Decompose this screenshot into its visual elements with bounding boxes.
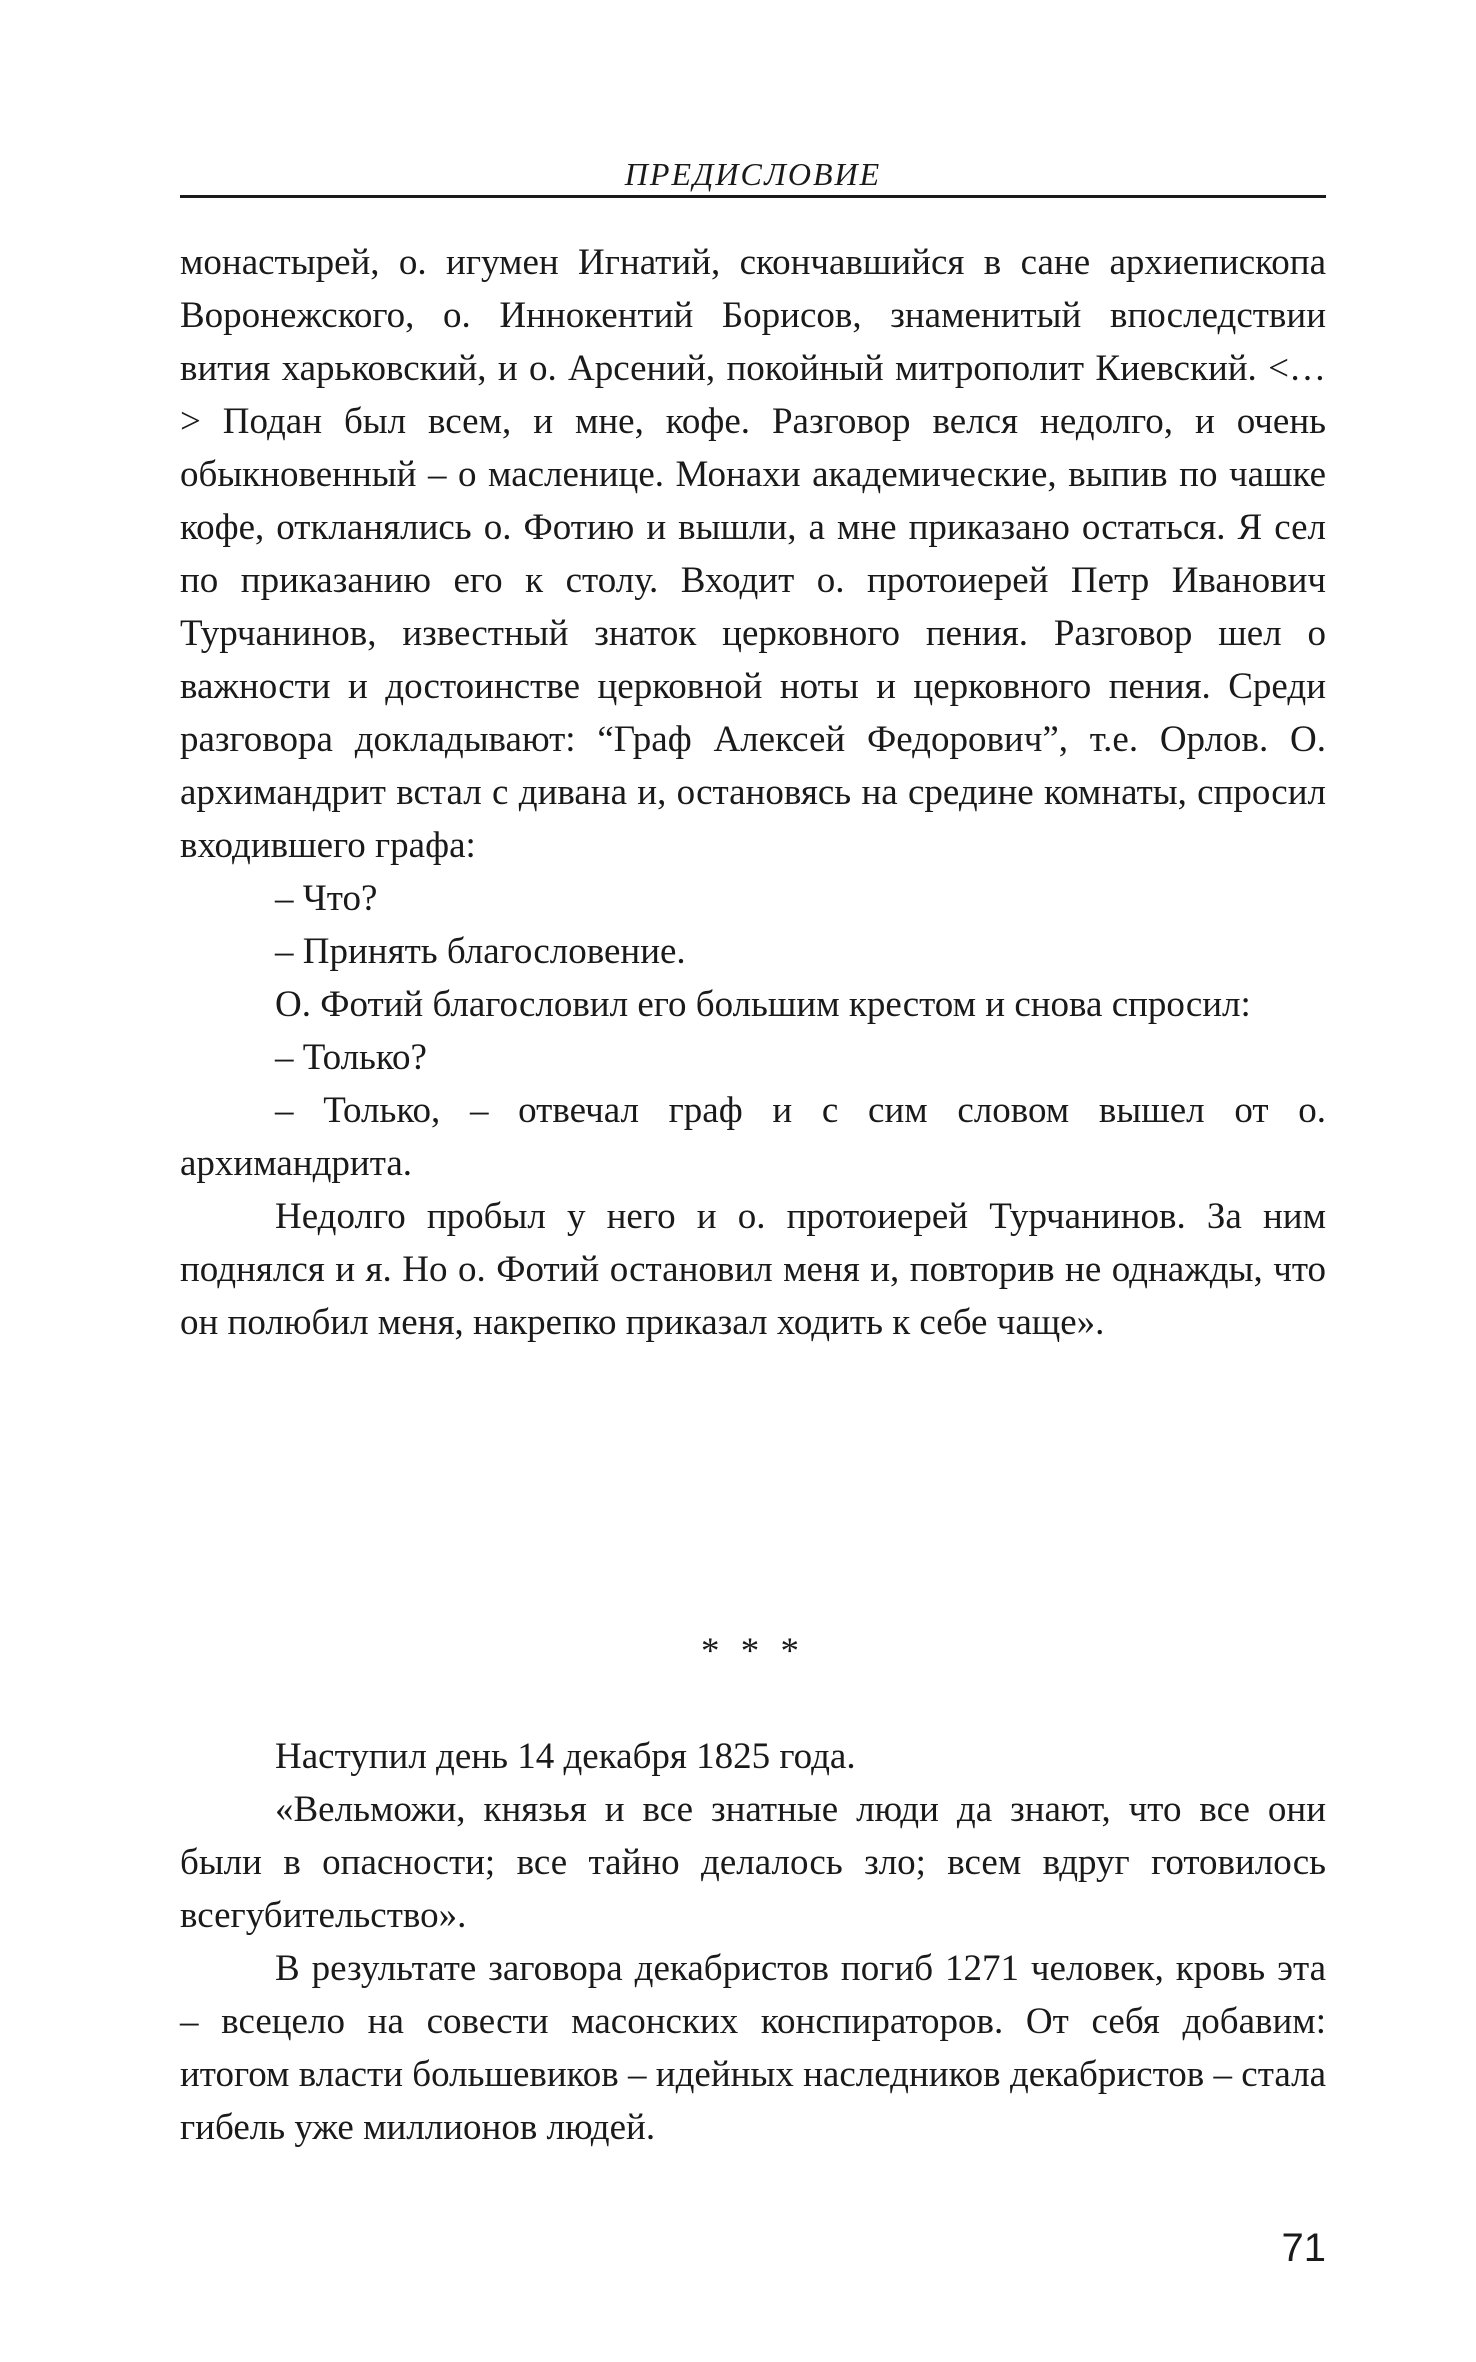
page-number: 71 (1281, 2226, 1326, 2270)
paragraph: – Что? (275, 878, 378, 919)
running-header (180, 156, 1326, 198)
paragraph: – Принять благословение. (275, 931, 686, 972)
body-text-bottom (180, 1730, 1326, 2154)
paragraph: «Вельможи, князья и все знатные люди да знают, что все они были в опасности; все тайно делалось зло; всем вдруг готовилось всегубительство». (180, 1789, 1326, 1936)
section-separator: * * * (701, 1631, 805, 1672)
body-text-top (180, 236, 1326, 1349)
running-header-title: ПРЕДИСЛОВИЕ (624, 156, 882, 192)
paragraph: Недолго пробыл у него и о. протоиерей Турчанинов. За ним поднялся и я. Но о. Фотий остановил меня и, повторив не однажды, что он полюбил меня, накрепко приказал ходить к себе чаще». (180, 1196, 1326, 1343)
paragraph: В результате заговора декабристов погиб 1271 человек, кровь эта – всецело на совести масонских конспираторов. От себя добавим: итогом власти большевиков – идейных наследников декабристов – стала гибель уже миллионов людей. (180, 1948, 1326, 2148)
paragraph: Наступил день 14 декабря 1825 года. (275, 1736, 856, 1777)
paragraph: – Только, – отвечал граф и с сим словом вышел от о. архимандрита. (180, 1090, 1326, 1184)
paragraph: монастырей, о. игумен Игнатий, скончавшийся в сане архиепископа Воронежского, о. Иннокентий Борисов, знаменитый впоследствии вития харьковский, и о. Арсений, покойный митрополит Киевский. <…> Подан был всем, и мне, кофе. Разговор велся недолго, и очень обыкновенный – о масленице. Монахи академические, выпив по чашке кофе, откланялись о. Фотию и вышли, а мне приказано остаться. Я сел по приказанию его к столу. Входит о. протоиерей Петр Иванович Турчанинов, известный знаток церковного пения. Разговор шел о важности и достоинстве церковной ноты и церковного пения. Среди разговора докладывают: “Граф Алексей Федорович”, т.е. Орлов. О. архимандрит встал с дивана и, остановясь на средине комнаты, спросил входившего графа: (180, 242, 1326, 866)
paragraph: – Только? (275, 1037, 427, 1078)
paragraph: О. Фотий благословил его большим крестом и снова спросил: (275, 984, 1251, 1025)
